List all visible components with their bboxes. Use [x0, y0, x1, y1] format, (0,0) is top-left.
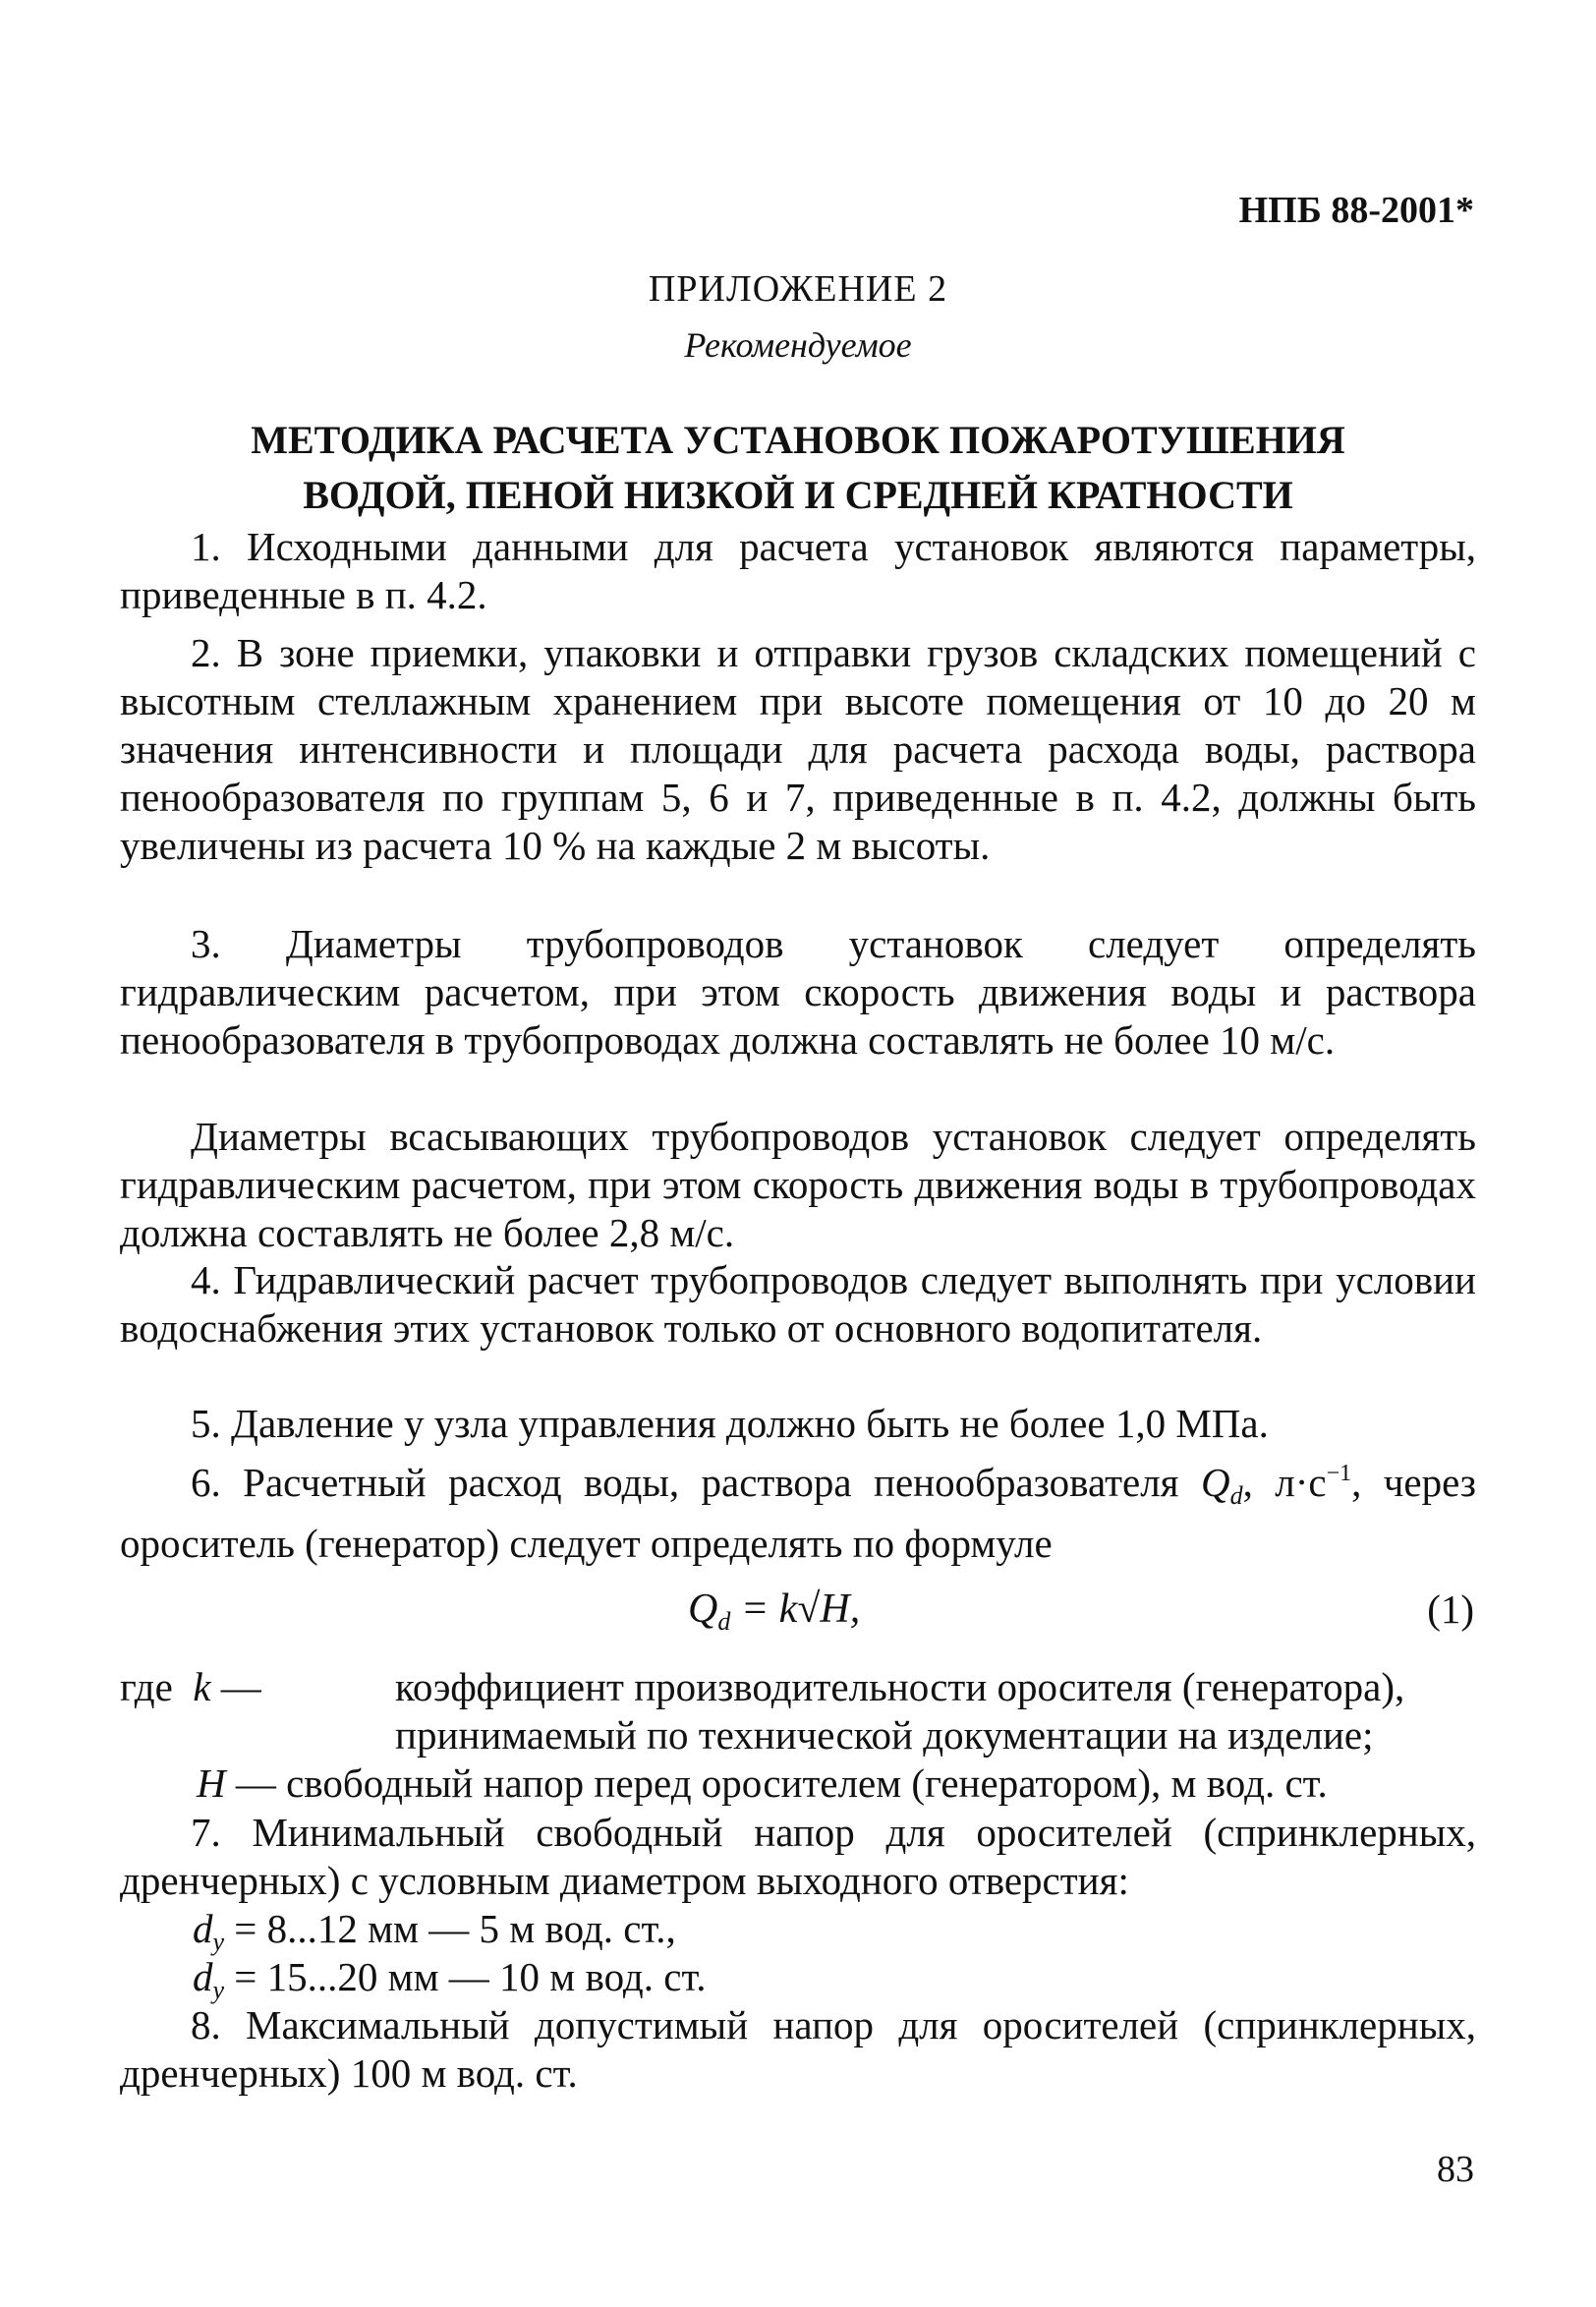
title-line-1: МЕТОДИКА РАСЧЕТА УСТАНОВОК ПОЖАРОТУШЕНИЯ	[251, 418, 1345, 462]
diameter-line-2	[193, 1953, 707, 2005]
paragraph-2: 2. В зоне приемки, упаковки и отправки грузов складских помещений с высотным стеллажным хранением при высоте помещения от 10 до 20 м значения интенсивности и площади для расчета расхода воды, раствора пенообразователя по группам 5, 6 и 7, приведенные в п. 4.2, должны быть увеличены из расчета 10 % на каждые 2 м высоты.	[120, 630, 1476, 868]
p6-unit: , л·с	[1242, 1460, 1327, 1505]
where-label: где k —	[120, 1664, 261, 1709]
paragraph-3-continued: Диаметры всасывающих трубопроводов установок следует определять гидравлическим расчетом, при этом скорость движения воды в трубопроводах должна составлять не более 2,8 м/с.	[120, 1114, 1476, 1255]
appendix-status: Рекомендуемое	[684, 325, 912, 365]
diameter-sub: y	[212, 1976, 225, 2004]
diameter-text: = 15...20 мм — 10 м вод. ст.	[224, 1954, 707, 1999]
paragraph-6	[120, 1450, 1476, 1568]
formula-lhs-sub: d	[717, 1607, 731, 1636]
k-variable: k	[193, 1664, 211, 1709]
k-dash: —	[220, 1664, 261, 1709]
formula-number: (1)	[1427, 1586, 1474, 1632]
p6-symbol: Q	[1200, 1460, 1230, 1505]
diameter-line-1	[193, 1905, 676, 1957]
diameter-sub: y	[212, 1928, 225, 1956]
h-dash: —	[235, 1760, 276, 1806]
paragraph-5: 5. Давление у узла управления должно быть не более 1,0 МПа.	[191, 1401, 1269, 1446]
p6-start: 6. Расчетный расход воды, раствора пенообразователя	[191, 1460, 1201, 1505]
paragraph-4: 4. Гидравлический расчет трубопроводов следует выполнять при условии водоснабжения этих установок только от основного водопитателя.	[120, 1257, 1476, 1351]
title-line-2: ВОДОЙ, ПЕНОЙ НИЗКОЙ И СРЕДНЕЙ КРАТНОСТИ	[303, 473, 1293, 517]
h-description: свободный напор перед оросителем (генератором), м вод. ст.	[286, 1760, 1328, 1806]
paragraph-1: 1. Исходными данными для расчета установок являются параметры, приведенные в п. 4.2.	[120, 524, 1476, 617]
page-number: 83	[1437, 2149, 1474, 2190]
doc-code: НПБ 88-2001*	[1238, 190, 1474, 231]
paragraph-3: 3. Диаметры трубопроводов установок следует определять гидравлическим расчетом, при этом скорость движения воды и раствора пенообразователя в трубопроводах должна составлять не более 10 м/с.	[120, 921, 1476, 1063]
k-description: коэффициент производительности оросителя (генератора), принимаемый по технической документации на изделие;	[395, 1664, 1405, 1758]
diameter-var: d	[193, 1954, 213, 1999]
p6-symbol-sub: d	[1229, 1481, 1243, 1510]
paragraph-8: 8. Максимальный допустимый напор для оросителей (спринклерных, дренчерных) 100 м вод. ст.	[120, 2002, 1476, 2096]
formula-rhs: = k√H,	[730, 1586, 861, 1632]
diameter-var: d	[193, 1906, 213, 1951]
p6-unit-exp: −1	[1326, 1461, 1352, 1486]
formula	[688, 1586, 860, 1637]
h-variable: H	[197, 1760, 226, 1806]
p6-end: , через ороситель (генератор) следует определять по формуле	[120, 1460, 1476, 1566]
appendix-label: ПРИЛОЖЕНИЕ 2	[648, 268, 948, 310]
h-definition	[197, 1759, 1328, 1807]
diameter-text: = 8...12 мм — 5 м вод. ст.,	[224, 1906, 676, 1951]
page-title	[0, 413, 1596, 523]
formula-lhs: Q	[688, 1586, 718, 1632]
paragraph-7: 7. Минимальный свободный напор для оросителей (спринклерных, дренчерных) с условным диаметром выходного отверстия:	[120, 1810, 1476, 1903]
